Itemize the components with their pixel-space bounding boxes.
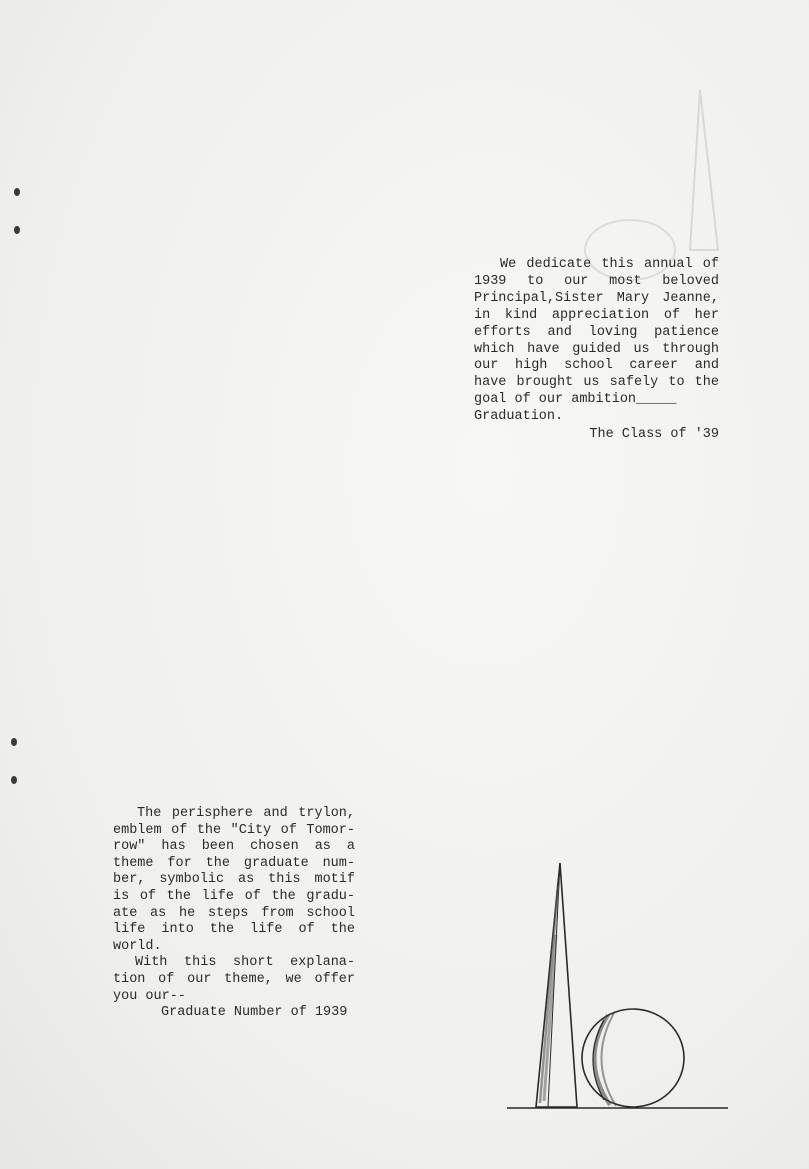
theme-line: tion of our theme, we offer bbox=[113, 971, 355, 987]
dedication-line: our high school career and bbox=[474, 358, 719, 374]
dedication-line: Principal,Sister Mary Jeanne, bbox=[474, 290, 719, 306]
dedication-line: We dedicate this annual of bbox=[500, 257, 719, 272]
theme-line: is of the life of the gradu- bbox=[113, 888, 355, 904]
dedication-line: have brought us safely to the bbox=[474, 375, 719, 391]
theme-block bbox=[113, 806, 355, 1022]
theme-line: With this short explana- bbox=[135, 955, 355, 971]
theme-line: row" has been chosen as a bbox=[113, 839, 355, 855]
trylon-perisphere-drawing bbox=[500, 855, 735, 1115]
dedication-block bbox=[474, 257, 719, 444]
dedication-line: Graduation. bbox=[474, 409, 564, 425]
theme-line: you our-- bbox=[113, 988, 186, 1004]
dedication-line: in kind appreciation of her bbox=[474, 307, 719, 323]
dedication-line: 1939 to our most beloved bbox=[474, 273, 719, 289]
theme-line: emblem of the "City of Tomor- bbox=[113, 822, 355, 838]
theme-line: life into the life of the bbox=[113, 922, 355, 938]
theme-line: The perisphere and trylon, bbox=[137, 806, 355, 821]
theme-line: world. bbox=[113, 938, 162, 954]
trylon-icon bbox=[536, 863, 577, 1107]
theme-line: ber, symbolic as this motif bbox=[113, 872, 355, 888]
dedication-line: which have guided us through bbox=[474, 341, 719, 357]
theme-line: ate as he steps from school bbox=[113, 905, 355, 921]
theme-line: theme for the graduate num- bbox=[113, 855, 355, 871]
theme-signature: Graduate Number of 1939 bbox=[161, 1005, 348, 1021]
perisphere-icon bbox=[582, 1009, 684, 1107]
dedication-line: goal of our ambition_____ bbox=[474, 392, 677, 408]
dedication-line: efforts and loving patience bbox=[474, 324, 719, 340]
dedication-signature: The Class of '39 bbox=[589, 427, 719, 443]
